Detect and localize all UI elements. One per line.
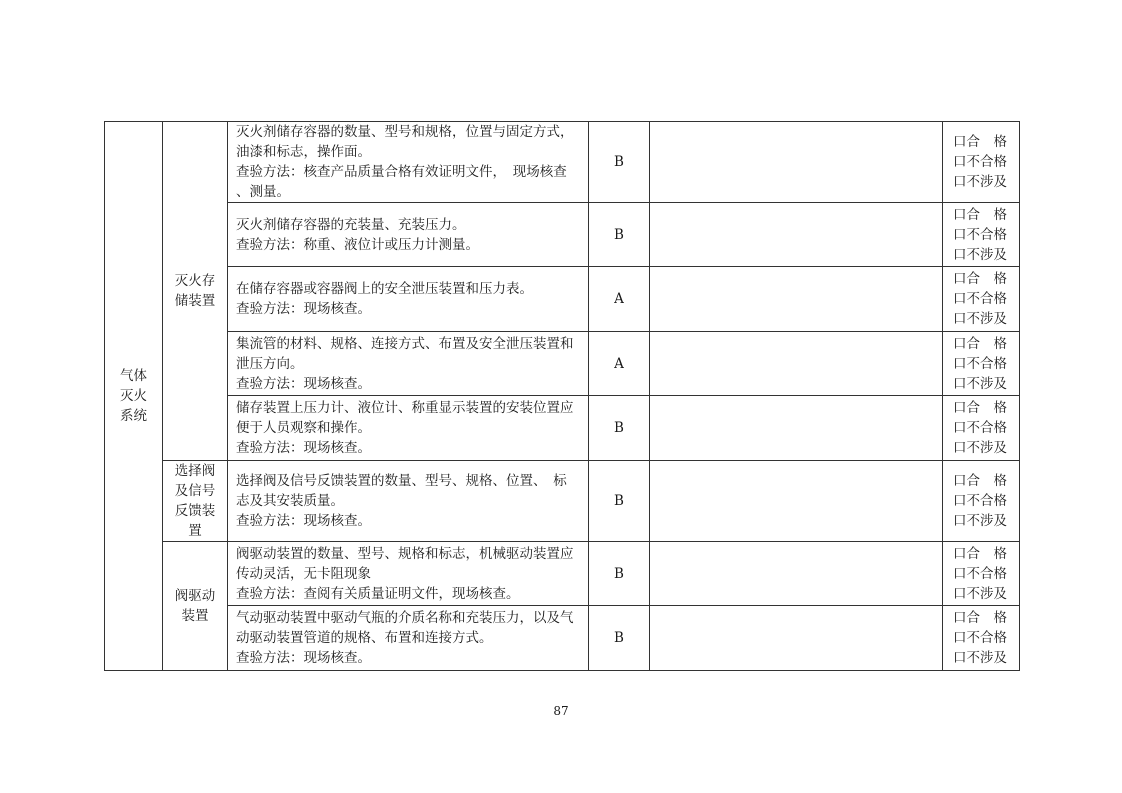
judgement-checkbox-option[interactable]: 口不涉及 — [953, 246, 1007, 263]
judgement-checkbox-option[interactable]: 口不合格 — [953, 493, 1007, 509]
inspection-item-cell: 灭火剂储存容器的数量、型号和规格，位置与固定方式， 油漆和标志，操作面。 查验方法：核查产品质量合格有效证明文件， 现场核查 、测量。 — [228, 122, 589, 203]
judgement-checkbox-option[interactable]: 口不涉及 — [953, 375, 1007, 392]
result-record-cell[interactable] — [650, 203, 943, 267]
judgement-checkbox-option[interactable]: 口不合格 — [953, 420, 1007, 436]
system-name-cell: 气体 灭火 系统 — [105, 122, 163, 671]
result-record-cell[interactable] — [650, 606, 943, 671]
inspection-item-cell: 选择阀及信号反馈装置的数量、型号、规格、位置、 标 志及其安装质量。 查验方法：现场核查。 — [228, 461, 589, 542]
result-record-cell[interactable] — [650, 122, 943, 203]
table-row — [105, 461, 1020, 542]
table-row — [105, 606, 1020, 671]
judgement-options-cell — [943, 122, 1020, 203]
inspection-item-cell: 阀驱动装置的数量、型号、规格和标志，机械驱动装置应 传动灵活，无卡阻现象 查验方法：查阅有关质量证明文件，现场核查。 — [228, 542, 589, 606]
judgement-checkbox-option[interactable]: 口不涉及 — [953, 513, 1007, 529]
judgement-checkbox-option[interactable]: 口不涉及 — [953, 311, 1007, 327]
subsystem-name-cell: 选择阀 及信号 反馈装 置 — [163, 461, 228, 542]
judgement-checkbox-option[interactable]: 口合 格 — [953, 134, 1007, 150]
table-row — [105, 267, 1020, 332]
subsystem-name-cell: 阀驱动 装置 — [163, 542, 228, 671]
judgement-checkbox-option[interactable]: 口合 格 — [953, 610, 1007, 626]
judgement-checkbox-option[interactable]: 口不合格 — [953, 291, 1007, 307]
subsystem-name-cell: 灭火存 储装置 — [163, 122, 228, 461]
judgement-options-cell — [943, 606, 1020, 671]
inspection-item-cell: 在储存容器或容器阀上的安全泄压装置和压力表。 查验方法：现场核查。 — [228, 267, 589, 332]
judgement-checkbox-option[interactable]: 口不涉及 — [953, 585, 1007, 602]
judgement-checkbox-option[interactable]: 口不合格 — [953, 565, 1007, 582]
inspection-table — [104, 121, 1020, 671]
grade-cell: B — [589, 461, 650, 542]
table-row — [105, 122, 1020, 203]
grade-cell: B — [589, 122, 650, 203]
judgement-checkbox-option[interactable]: 口合 格 — [953, 400, 1007, 416]
judgement-options-cell — [943, 542, 1020, 606]
judgement-checkbox-option[interactable]: 口不合格 — [953, 355, 1007, 372]
judgement-checkbox-option[interactable]: 口不涉及 — [953, 440, 1007, 456]
inspection-item-cell: 灭火剂储存容器的充装量、充装压力。 查验方法：称重、液位计或压力计测量。 — [228, 203, 589, 267]
judgement-checkbox-option[interactable]: 口合 格 — [953, 271, 1007, 287]
grade-cell: B — [589, 542, 650, 606]
table-row — [105, 396, 1020, 461]
judgement-checkbox-option[interactable]: 口合 格 — [953, 206, 1007, 223]
judgement-checkbox-option[interactable]: 口合 格 — [953, 473, 1007, 489]
table-row — [105, 332, 1020, 396]
judgement-checkbox-option[interactable]: 口不涉及 — [953, 650, 1007, 666]
judgement-checkbox-option[interactable]: 口不涉及 — [953, 174, 1007, 190]
grade-cell: A — [589, 267, 650, 332]
table-row — [105, 542, 1020, 606]
judgement-checkbox-option[interactable]: 口不合格 — [953, 630, 1007, 646]
page-number: 87 — [553, 704, 569, 718]
grade-cell: B — [589, 203, 650, 267]
inspection-item-cell: 气动驱动装置中驱动气瓶的介质名称和充装压力，以及气 动驱动装置管道的规格、布置和连接方式。 查验方法：现场核查。 — [228, 606, 589, 671]
grade-cell: B — [589, 396, 650, 461]
inspection-item-cell: 储存装置上压力计、液位计、称重显示装置的安装位置应 便于人员观察和操作。 查验方法：现场核查。 — [228, 396, 589, 461]
judgement-checkbox-option[interactable]: 口不合格 — [953, 226, 1007, 243]
result-record-cell[interactable] — [650, 542, 943, 606]
judgement-options-cell — [943, 332, 1020, 396]
result-record-cell[interactable] — [650, 332, 943, 396]
result-record-cell[interactable] — [650, 267, 943, 332]
result-record-cell[interactable] — [650, 396, 943, 461]
judgement-checkbox-option[interactable]: 口合 格 — [953, 545, 1007, 562]
judgement-checkbox-option[interactable]: 口合 格 — [953, 335, 1007, 352]
grade-cell: A — [589, 332, 650, 396]
judgement-options-cell — [943, 461, 1020, 542]
result-record-cell[interactable] — [650, 461, 943, 542]
judgement-options-cell — [943, 203, 1020, 267]
judgement-options-cell — [943, 267, 1020, 332]
grade-cell: B — [589, 606, 650, 671]
judgement-checkbox-option[interactable]: 口不合格 — [953, 154, 1007, 170]
judgement-options-cell — [943, 396, 1020, 461]
inspection-item-cell: 集流管的材料、规格、连接方式、布置及安全泄压装置和 泄压方向。 查验方法：现场核查。 — [228, 332, 589, 396]
table-row — [105, 203, 1020, 267]
